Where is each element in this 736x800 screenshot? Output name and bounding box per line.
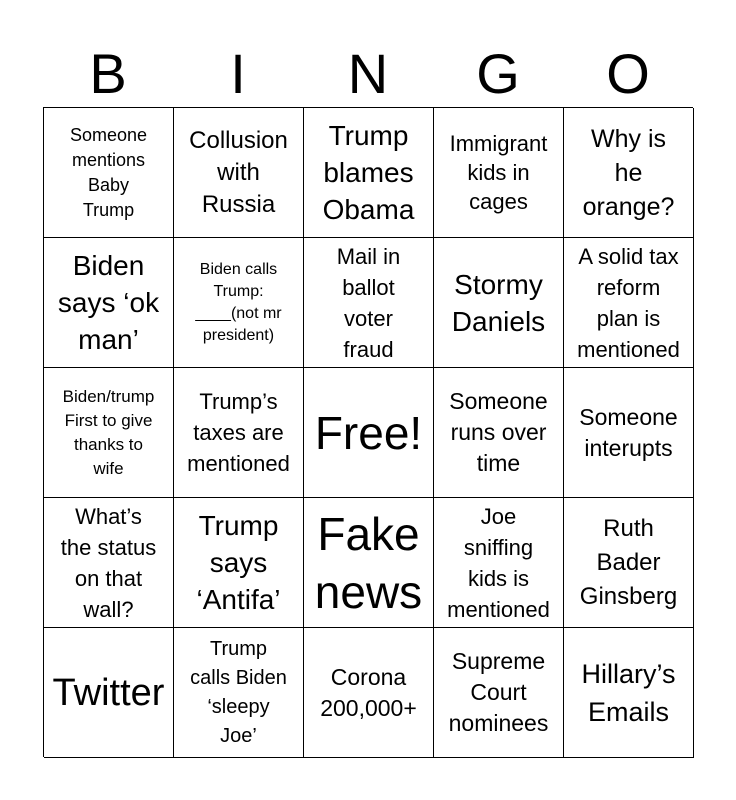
bingo-cell[interactable]: Collusion with Russia [174,108,304,238]
bingo-cell[interactable]: Someone mentions Baby Trump [44,108,174,238]
bingo-cell[interactable]: Trump says ‘Antifa’ [174,498,304,628]
header-letter-n: N [347,42,389,105]
bingo-cell[interactable]: Hillary’s Emails [564,628,694,758]
header-letter-g: G [476,42,520,105]
bingo-cell[interactable]: Biden calls Trump: ____(not mr president) [174,238,304,368]
bingo-cell[interactable]: Ruth Bader Ginsberg [564,498,694,628]
bingo-header [43,40,693,108]
bingo-cell[interactable]: Stormy Daniels [434,238,564,368]
bingo-cell[interactable]: Trump blames Obama [304,108,434,238]
header-letter-o: O [606,42,650,105]
bingo-cell[interactable]: Mail in ballot voter fraud [304,238,434,368]
bingo-cell[interactable]: Fake news [304,498,434,628]
bingo-cell[interactable]: Corona 200,000+ [304,628,434,758]
bingo-cell[interactable]: Trump’s taxes are mentioned [174,368,304,498]
bingo-cell[interactable]: Joe sniffing kids is mentioned [434,498,564,628]
bingo-cell[interactable]: Biden/trump First to give thanks to wife [44,368,174,498]
bingo-cell[interactable]: Immigrant kids in cages [434,108,564,238]
bingo-cell[interactable]: Biden says ‘ok man’ [44,238,174,368]
bingo-cell[interactable]: Someone interupts [564,368,694,498]
bingo-cell[interactable]: Twitter [44,628,174,758]
bingo-cell[interactable]: What’s the status on that wall? [44,498,174,628]
bingo-cell[interactable]: Why is he orange? [564,108,694,238]
free-space[interactable]: Free! [304,368,434,498]
bingo-cell[interactable]: A solid tax reform plan is mentioned [564,238,694,368]
bingo-cell[interactable]: Trump calls Biden ‘sleepy Joe’ [174,628,304,758]
header-letter-b: B [89,42,127,105]
bingo-cell[interactable]: Someone runs over time [434,368,564,498]
bingo-cell[interactable]: Supreme Court nominees [434,628,564,758]
header-letter-i: I [230,42,246,105]
bingo-grid [43,107,693,757]
